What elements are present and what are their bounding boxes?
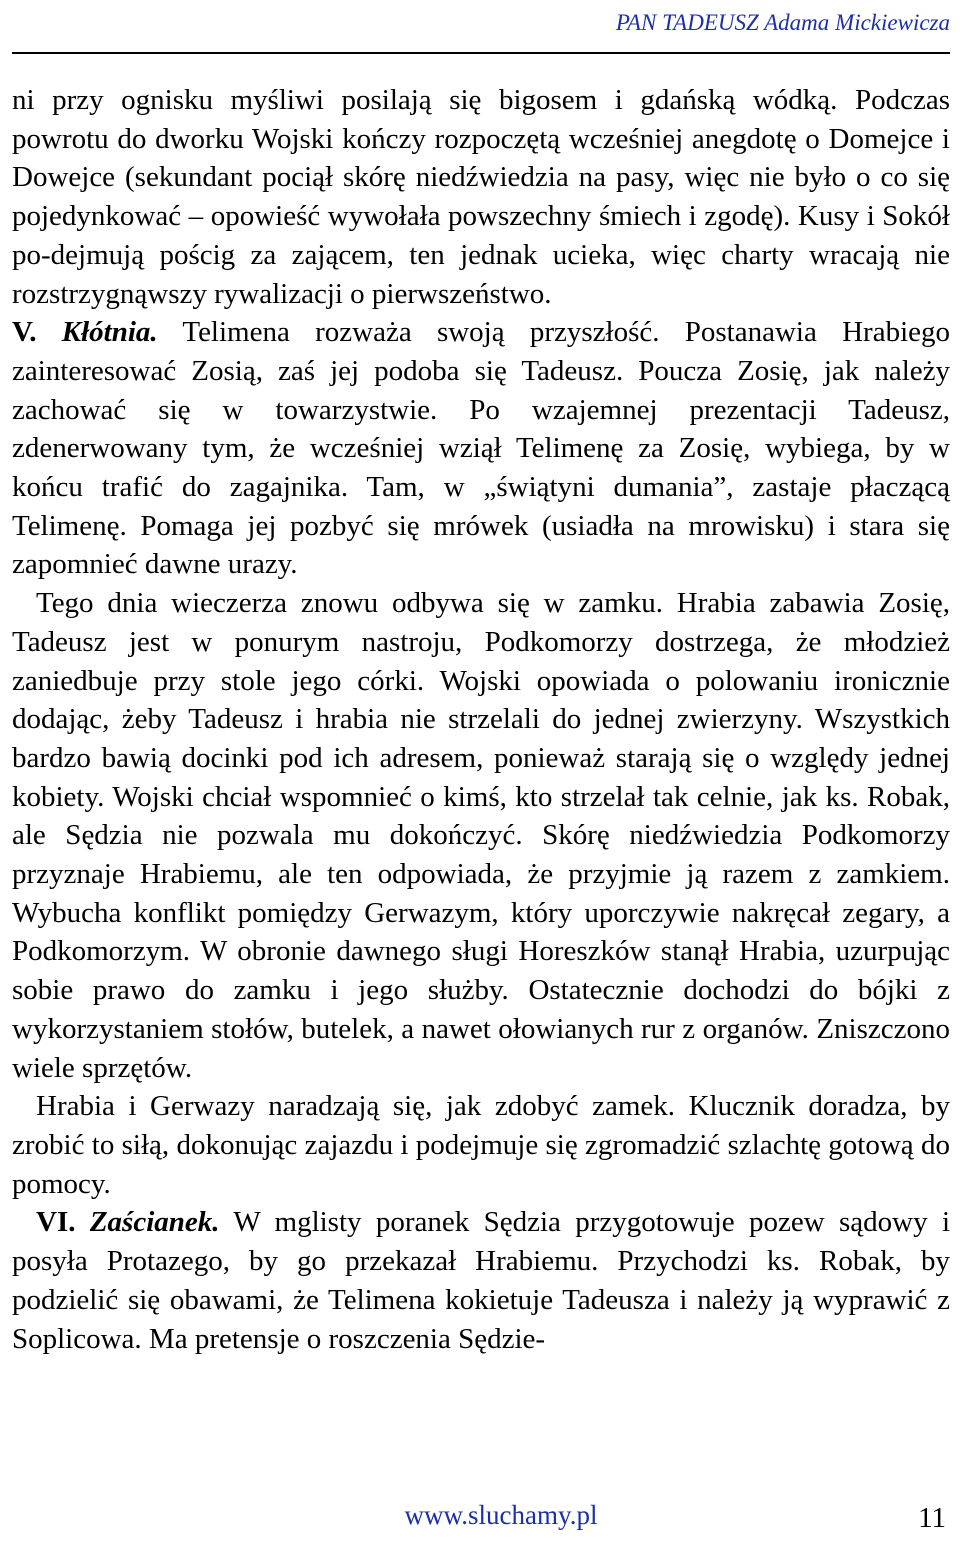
chapter-5-number: V. [12, 316, 37, 349]
chapter-5-text: Telimena rozważa swoją przyszłość. Postanawia Hrabiego zainteresować Zosią, zaś jej podoba się Tadeusz. Poucza Zosię, jak należy zachować się w towarzystwie. Po wzajemnej prezentacji Tadeusz, zdenerwowany tym, że wcześniej wziął Telimenę za Zosię, wybiega, by w końcu trafić do zagajnika. Tam, w „świątyni dumania”, zastaje płaczącą Telimenę. Pomaga jej pozbyć się mrówek (usiadła na mrowisku) i stara się zapomnieć dawne urazy. [12, 316, 951, 581]
chapter-6-paragraph [12, 1203, 950, 1358]
page-footer [12, 1500, 950, 1540]
chapter-6-title: Zaścianek. [89, 1206, 220, 1239]
footer-link[interactable]: www.sluchamy.pl [404, 1500, 598, 1530]
chapter-5-paragraph [12, 313, 950, 584]
paragraph-1: ni przy ognisku myśliwi posilają się bigosem i gdańską wódką. Podczas powrotu do dworku Wojski kończy rozpoczętą wcześniej anegdotę o Domejce i Dowejce (sekundant pociął skórę niedźwiedzia na pasy, więc nie było o co się pojedynkować – opowieść wywołała powszechny śmiech i zgodę). Kusy i Sokół po-dejmują pościg za zającem, ten jednak ucieka, więc charty wracają nie rozstrzygnąwszy rywalizacji o pierwszeństwo. [12, 84, 950, 310]
running-title: PAN TADEUSZ Adama Mickiewicza [615, 10, 950, 35]
chapter-6-text: W mglisty poranek Sędzia przygotowuje pozew sądowy i posyła Protazego, by go przekazał Hrabiemu. Przychodzi ks. Robak, by podzielić się obawami, że Telimena kokietuje Tadeusza i należy ją wyprawić z Soplicowa. Ma pretensje o roszczenia Sędzie- [12, 1206, 951, 1355]
page-body [12, 81, 950, 1358]
paragraph-3: Tego dnia wieczerza znowu odbywa się w zamku. Hrabia zabawia Zosię, Tadeusz jest w ponurym nastroju, Podkomorzy dostrzega, że młodzież zaniedbuje przy stole jego córki. Wojski opowiada o polowaniu ironicznie dodając, żeby Tadeusz i hrabia nie strzelali do jednej zwierzyny. Wszystkich bardzo bawią docinki pod ich adresem, ponieważ starają się o względy jednej kobiety. Wojski chciał wspomnieć o kimś, kto strzelał tak celnie, jak ks. Robak, ale Sędzia nie pozwala mu dokończyć. Skórę niedźwiedzia Podkomorzy przyznaje Hrabiemu, ale ten odpowiada, że przyjmie ją razem z zamkiem. Wybucha konflikt pomiędzy Gerwazym, który uporczywie nakręcał zegary, a Podkomorzym. W obronie dawnego sługi Horeszków stanął Hrabia, uzurpując sobie prawo do zamku i jego służby. Ostatecznie dochodzi do bójki z wykorzystaniem stołów, butelek, a nawet ołowianych rur z organów. Zniszczono wiele sprzętów. [12, 587, 950, 1084]
chapter-6-number: VI. [36, 1206, 76, 1239]
paragraph-4: Hrabia i Gerwazy naradzają się, jak zdobyć zamek. Klucznik doradza, by zrobić to siłą, dokonując zajazdu i podejmuje się zgromadzić szlachtę gotową do pomocy. [12, 1090, 950, 1200]
page-number: 11 [918, 1502, 946, 1534]
chapter-5-title: Kłótnia. [61, 316, 158, 349]
running-header [12, 4, 950, 54]
